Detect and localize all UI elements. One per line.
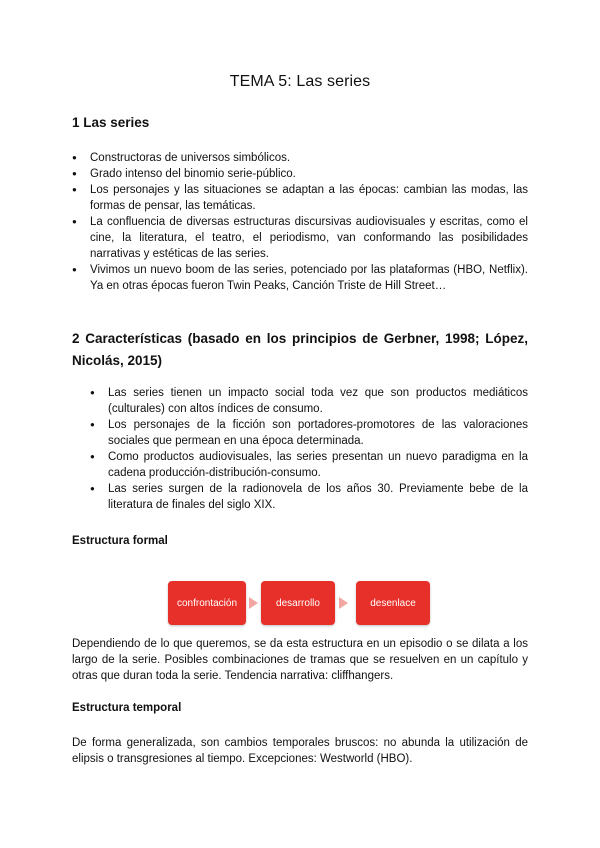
- arrow-right-icon: [249, 597, 258, 609]
- list-item: ● Las series tienen un impacto social toda vez que son productos mediáticos (culturales) con altos índices de consumo.: [72, 385, 528, 417]
- diagram-step-desarrollo: desarrollo: [261, 581, 335, 625]
- subheading-estructura-formal: Estructura formal: [72, 535, 168, 547]
- list-item: ● Las series surgen de la radionovela de los años 30. Previamente bebe de la literatura de finales del siglo XIX.: [72, 481, 528, 513]
- list-item: ● La confluencia de diversas estructuras discursivas audiovisuales y escritas, como el cine, la literatura, el teatro, el periodismo, van conformando las posibilidades narrativas y estéticas de las series.: [72, 214, 528, 262]
- list-item: ● Los personajes de la ficción son portadores-promotores de las valoraciones sociales que permean en una época determinada.: [72, 417, 528, 449]
- arrow-right-icon: [339, 597, 348, 609]
- diagram-step-confrontacion: confrontación: [168, 581, 246, 625]
- bullet-list-las-series: [72, 150, 528, 294]
- subheading-estructura-temporal: Estructura temporal: [72, 702, 182, 714]
- bullet-list-caracteristicas: [72, 385, 528, 513]
- list-item: ● Los personajes y las situaciones se adaptan a las épocas: cambian las modas, las formas de pensar, las temáticas.: [72, 182, 528, 214]
- paragraph-estructura-temporal: De forma generalizada, son cambios temporales bruscos: no abunda la utilización de elipsis o transgresiones al tiempo. Excepciones: Westworld (HBO).: [72, 737, 528, 765]
- page-title: TEMA 5: Las series: [229, 73, 371, 90]
- diagram-step-desenlace: desenlace: [356, 581, 430, 625]
- list-item: ● Como productos audiovisuales, las series presentan un nuevo paradigma en la cadena producción-distribución-consumo.: [72, 449, 528, 481]
- list-item: ● Vivimos un nuevo boom de las series, potenciado por las plataformas (HBO, Netflix). Ya en otras épocas fueron Twin Peaks, Canción Triste de Hill Street…: [72, 262, 528, 294]
- list-item: ● Grado intenso del binomio serie-público.: [72, 166, 528, 182]
- narrative-structure-diagram: [168, 581, 432, 625]
- paragraph-estructura-formal: Dependiendo de lo que queremos, se da esta estructura en un episodio o se dilata a los largo de la serie. Posibles combinaciones de tramas que se resuelven en un capítulo y otras que duran toda la serie. Tendencia narrativa: cliffhangers.: [72, 638, 528, 682]
- list-item: ● Constructoras de universos simbólicos.: [72, 150, 528, 166]
- section-heading-caracteristicas: 2 Características (basado en los principios de Gerbner, 1998; López, Nicolás, 2015): [72, 331, 528, 368]
- section-heading-las-series: 1 Las series: [72, 115, 150, 130]
